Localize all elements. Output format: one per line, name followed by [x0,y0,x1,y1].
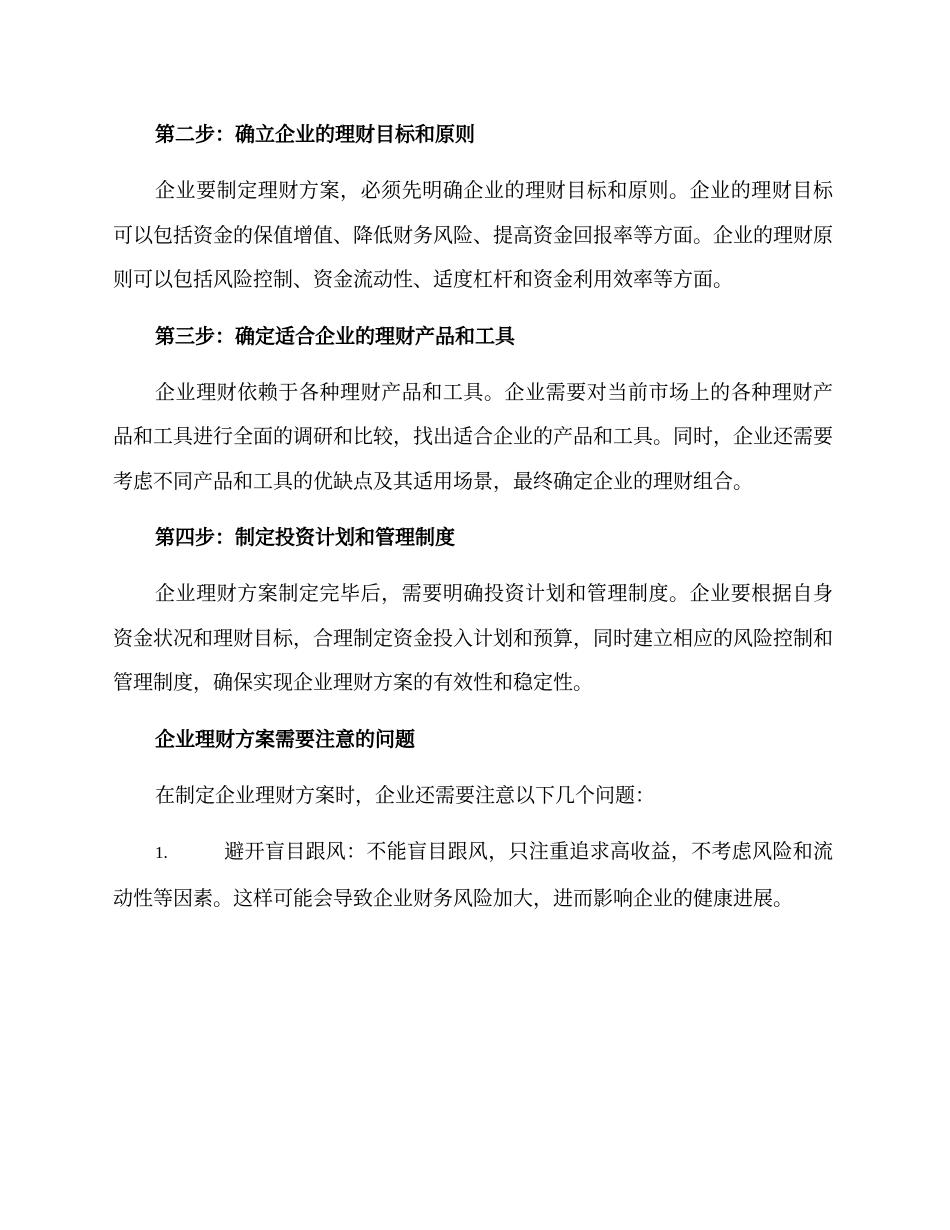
list-item [113,829,833,920]
list-item-number: 1. [155,843,168,862]
notes-intro: 在制定企业理财方案时，企业还需要注意以下几个问题： [155,782,655,807]
step2-paragraph: 企业要制定理财方案，必须先明确企业的理财目标和原则。企业的理财目标可以包括资金的保值增值、降低财务风险、提高资金回报率等方面。企业的理财原则可以包括风险控制、资金流动性、适度杠杆和资金利用效率等方面。 [113,178,833,291]
step4-heading: 第四步：制定投资计划和管理制度 [155,525,455,549]
step2-heading: 第二步：确立企业的理财目标和原则 [155,122,475,146]
list-item-text: 避开盲目跟风：不能盲目跟风，只注重追求高收益，不考虑风险和流动性等因素。这样可能会导致企业财务风险加大，进而影响企业的健康进展。 [113,839,833,910]
step3-heading: 第三步：确定适合企业的理财产品和工具 [155,323,515,348]
step4-paragraph: 企业理财方案制定完毕后，需要明确投资计划和管理制度。企业要根据自身资金状况和理财目标，合理制定资金投入计划和预算，同时建立相应的风险控制和管理制度，确保实现企业理财方案的有效性和稳定性。 [113,581,833,694]
step3-paragraph: 企业理财依赖于各种理财产品和工具。企业需要对当前市场上的各种理财产品和工具进行全面的调研和比较，找出适合企业的产品和工具。同时，企业还需要考虑不同产品和工具的优缺点及其适用场景，最终确定企业的理财组合。 [113,379,833,493]
document-body [113,112,833,932]
notes-heading: 企业理财方案需要注意的问题 [155,726,415,751]
